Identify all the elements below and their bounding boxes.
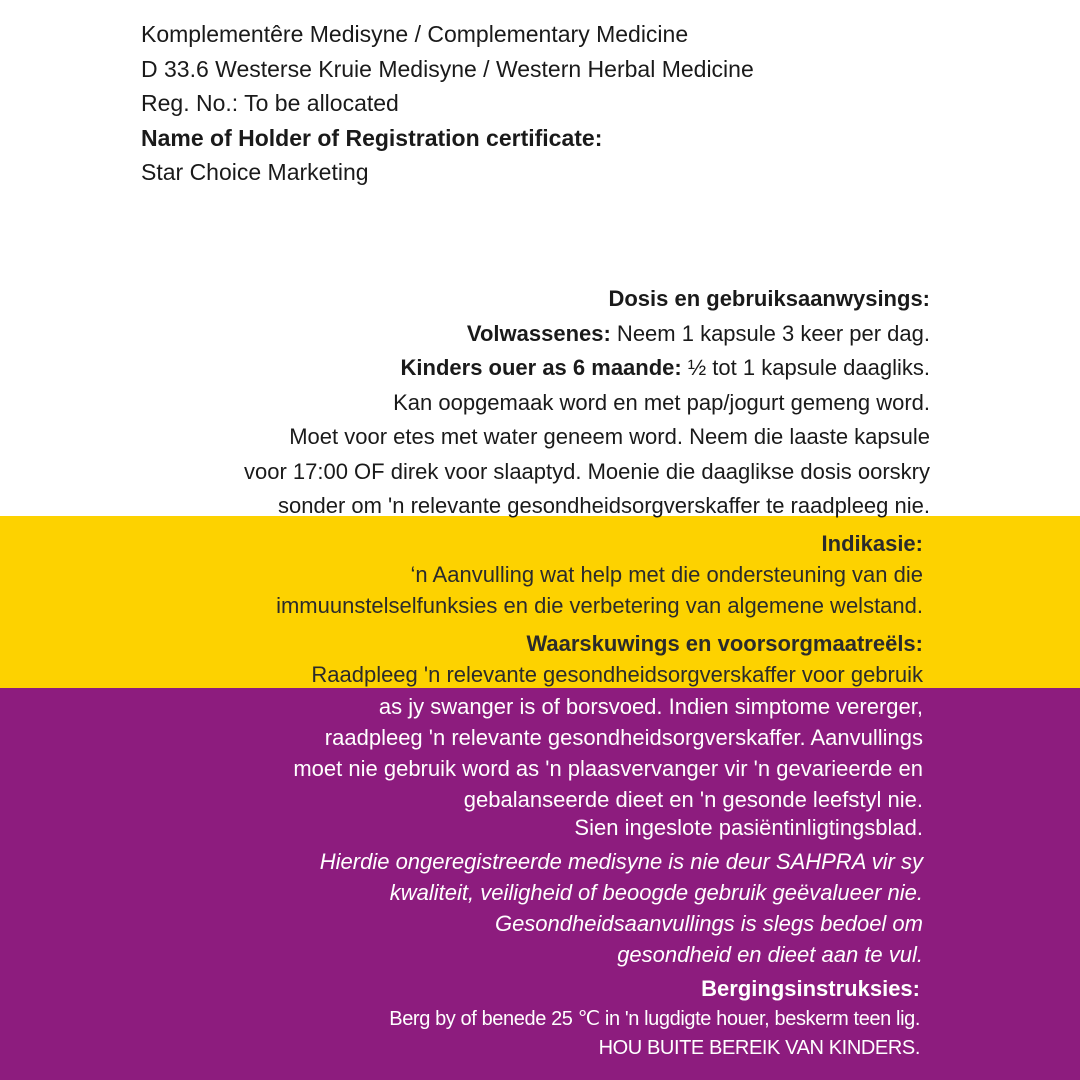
indication-line: immuunstelselfunksies en die verbetering van algemene welstand. — [276, 593, 923, 618]
warnings-heading: Waarskuwings en voorsorgmaatreëls: — [526, 631, 923, 656]
dosage-heading: Dosis en gebruiksaanwysings: — [608, 286, 930, 311]
storage-section — [389, 972, 920, 1063]
disclaimer-line: Hierdie ongeregistreerde medisyne is nie deur SAHPRA vir sy — [319, 849, 923, 874]
adults-text: Neem 1 kapsule 3 keer per dag. — [610, 320, 930, 346]
medicine-subcategory: D 33.6 Westerse Kruie Medisyne / Western Herbal Medicine — [141, 55, 754, 82]
children-label: Kinders ouer as 6 maande: — [400, 355, 682, 380]
warnings-continued — [293, 691, 923, 841]
warnings-line: raadpleeg 'n relevante gesondheidsorgverskaffer. Aanvullings — [324, 725, 923, 750]
registration-header — [141, 17, 754, 190]
indication-line: ‘n Aanvulling wat help met die ondersteuning van die — [410, 562, 923, 587]
warnings-line: moet nie gebruik word as 'n plaasvervanger vir 'n gevarieerde en — [293, 756, 923, 781]
storage-heading: Bergingsinstruksies: — [701, 976, 920, 1001]
disclaimer-line: kwaliteit, veiligheid of beoogde gebruik geëvalueer nie. — [389, 880, 923, 905]
warnings-line: as jy swanger is of borsvoed. Indien simptome vererger, — [378, 694, 923, 719]
warnings-line: gebalanseerde dieet en 'n gesonde leefstyl nie. — [463, 787, 923, 812]
disclaimer-line: gesondheid en dieet aan te vul. — [617, 942, 923, 967]
keep-away-warning: HOU BUITE BEREIK VAN KINDERS. — [598, 1037, 920, 1059]
disclaimer-line: Gesondheidsaanvullings is slegs bedoel om — [494, 911, 923, 936]
registration-number: Reg. No.: To be allocated — [141, 90, 399, 116]
dosage-adults — [244, 317, 930, 352]
storage-line: Berg by of benede 25 ℃ in 'n lugdigte houer, beskerm teen lig. — [389, 1008, 920, 1030]
dosage-line: voor 17:00 OF direk voor slaaptyd. Moenie die daaglikse dosis oorskry — [243, 458, 930, 484]
dosage-children — [244, 351, 930, 386]
holder-name: Star Choice Marketing — [141, 159, 369, 185]
dosage-section — [244, 282, 930, 524]
dosage-line: Kan oopgemaak word en met pap/jogurt gemeng word. — [393, 389, 930, 415]
children-text: ½ tot 1 kapsule daagliks. — [681, 355, 930, 380]
warnings-line: Sien ingeslote pasiëntinligtingsblad. — [574, 815, 923, 840]
dosage-line: Moet voor etes met water geneem word. Neem die laaste kapsule — [289, 424, 930, 449]
medicine-category: Komplementêre Medisyne / Complementary Medicine — [141, 21, 689, 47]
indication-section — [276, 528, 923, 621]
holder-label: Name of Holder of Registration certificate: — [141, 124, 603, 151]
warnings-section — [311, 628, 923, 690]
warnings-line: Raadpleeg 'n relevante gesondheidsorgverskaffer voor gebruik — [311, 662, 923, 687]
sahpra-disclaimer — [320, 846, 923, 970]
dosage-line: sonder om 'n relevante gesondheidsorgverskaffer te raadpleeg nie. — [278, 493, 930, 518]
adults-label: Volwassenes: — [466, 320, 611, 346]
indication-heading: Indikasie: — [821, 531, 923, 556]
